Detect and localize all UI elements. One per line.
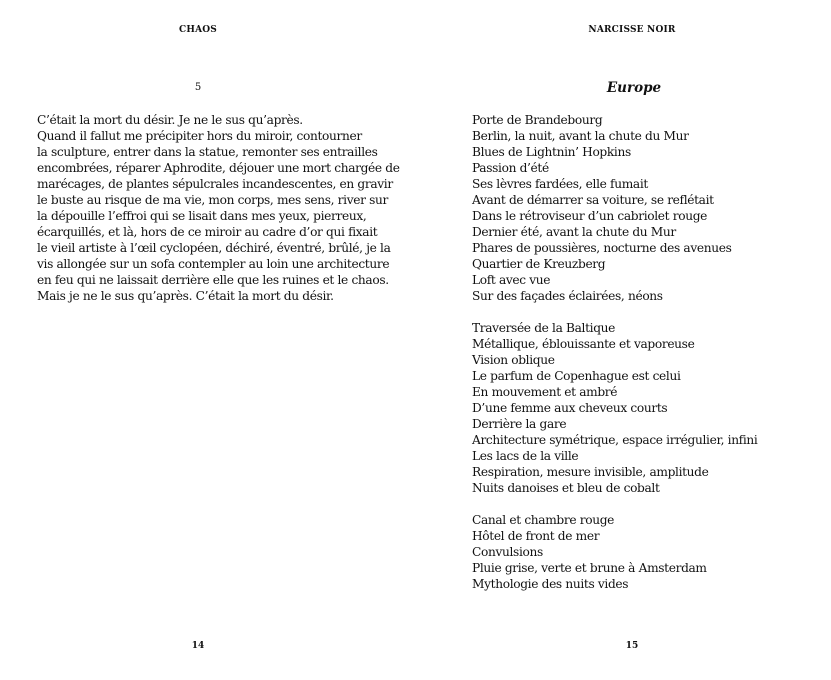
poem-line: Porte de Brandebourg xyxy=(472,113,603,127)
poem-line: Nuits danoises et bleu de cobalt xyxy=(472,481,660,495)
right-running-header: NARCISSE NOIR xyxy=(588,25,676,35)
prose-line: marécages, de plantes sépulcrales incandescentes, en gravir xyxy=(37,177,393,191)
poem-line: Les lacs de la ville xyxy=(472,449,579,463)
poem-line: Berlin, la nuit, avant la chute du Mur xyxy=(472,129,689,143)
poem-line: Dans le rétroviseur d’un cabriolet rouge xyxy=(472,209,708,223)
prose-line: le vieil artiste à l’œil cyclopéen, déchiré, éventré, brûlé, je la xyxy=(37,241,391,255)
poem-line: Passion d’été xyxy=(472,161,549,175)
poem-line: Convulsions xyxy=(472,545,543,559)
prose-line: encombrées, réparer Aphrodite, déjouer une mort chargée de xyxy=(37,161,400,175)
poem-line: Quartier de Kreuzberg xyxy=(472,257,606,271)
prose-line: C’était la mort du désir. Je ne le sus qu’après. xyxy=(37,113,303,127)
prose-line: Mais je ne le sus qu’après. C’était la mort du désir. xyxy=(37,289,334,303)
poem-title: Europe xyxy=(606,80,662,96)
prose-line: la sculpture, entrer dans la statue, remonter ses entrailles xyxy=(37,145,378,159)
poem-line: Sur des façades éclairées, néons xyxy=(472,289,663,303)
poem-line: Avant de démarrer sa voiture, se reflétait xyxy=(472,193,714,207)
poem-stanza xyxy=(472,512,757,592)
poem-line: Traversée de la Baltique xyxy=(472,321,616,335)
prose-line: en feu qui ne laissait derrière elle que les ruines et le chaos. xyxy=(37,273,389,287)
poem-line: Dernier été, avant la chute du Mur xyxy=(472,225,676,239)
poem-line: Respiration, mesure invisible, amplitude xyxy=(472,465,709,479)
poem-line: Architecture symétrique, espace irrégulier, infini xyxy=(472,433,758,447)
poem-line: Ses lèvres fardées, elle fumait xyxy=(472,177,648,191)
poem-line: Le parfum de Copenhague est celui xyxy=(472,369,681,383)
right-page-number: 15 xyxy=(625,641,639,651)
prose-paragraph xyxy=(37,112,400,304)
poem-line: Phares de poussières, nocturne des avenues xyxy=(472,241,732,255)
poem-stanza xyxy=(472,112,757,304)
poem-line: En mouvement et ambré xyxy=(472,385,618,399)
poem-line: Derrière la gare xyxy=(472,417,567,431)
chapter-number: 5 xyxy=(194,82,202,93)
poem-line: D’une femme aux cheveux courts xyxy=(472,401,668,415)
poem-line: Canal et chambre rouge xyxy=(472,513,615,527)
poem-line: Mythologie des nuits vides xyxy=(472,577,629,591)
poem-stanza xyxy=(472,320,757,496)
poem-line: Vision oblique xyxy=(472,353,555,367)
poem-line: Loft avec vue xyxy=(472,273,551,287)
poem-line: Pluie grise, verte et brune à Amsterdam xyxy=(472,561,707,575)
left-page-number: 14 xyxy=(191,641,205,651)
poem xyxy=(472,112,757,608)
prose-line: Quand il fallut me précipiter hors du miroir, contourner xyxy=(37,129,362,143)
prose-line: vis allongée sur un sofa contempler au loin une architecture xyxy=(37,257,390,271)
prose-line: la dépouille l’effroi qui se lisait dans mes yeux, pierreux, xyxy=(37,209,367,223)
poem-line: Blues de Lightnin’ Hopkins xyxy=(472,145,631,159)
poem-line: Hôtel de front de mer xyxy=(472,529,600,543)
prose-line: le buste au risque de ma vie, mon corps, mes sens, river sur xyxy=(37,193,388,207)
left-running-header: CHAOS xyxy=(179,25,217,35)
poem-line: Métallique, éblouissante et vaporeuse xyxy=(472,337,695,351)
prose-line: écarquillés, et là, hors de ce miroir au cadre d’or qui fixait xyxy=(37,225,378,239)
